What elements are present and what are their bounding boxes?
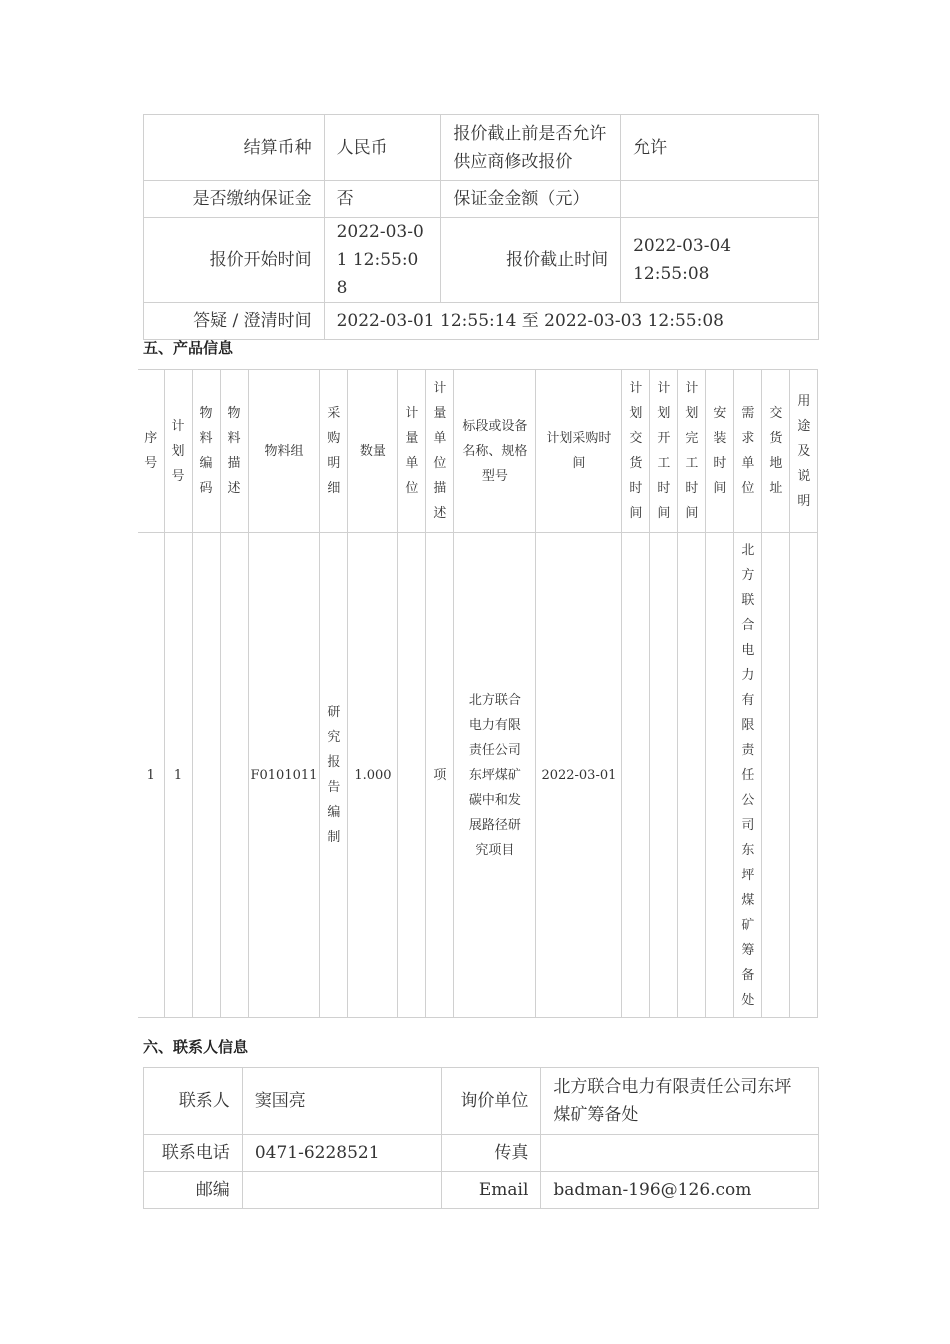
contact-value: 窦国亮 bbox=[242, 1068, 442, 1135]
product-table bbox=[138, 369, 818, 1018]
header-cell: 计划完工时间 bbox=[685, 381, 699, 521]
header-cell: 物料组 bbox=[248, 370, 320, 533]
row-cell: 北方联合电力有限责任公司东坪煤矿碳中和发展路径研究项目 bbox=[468, 692, 521, 858]
row-cell bbox=[220, 533, 248, 1018]
row-cell: F0101011 bbox=[248, 533, 320, 1018]
header-cell: 用途及说明 bbox=[797, 393, 811, 509]
fax-value bbox=[541, 1135, 819, 1172]
zip-label: 邮编 bbox=[144, 1172, 243, 1209]
header-cell: 需求单位 bbox=[741, 406, 755, 496]
header-cell: 计划交货时间 bbox=[629, 381, 643, 521]
deposit-value: 否 bbox=[324, 181, 441, 218]
contact-table bbox=[143, 1067, 819, 1209]
product-header-row bbox=[138, 370, 818, 533]
contact-section-title: 六、联系人信息 bbox=[143, 1038, 249, 1056]
row-cell: 研究报告编制 bbox=[327, 705, 341, 845]
row-cell bbox=[678, 533, 706, 1018]
email-value[interactable]: badman-196@126.com bbox=[541, 1172, 819, 1209]
deposit-amount-label: 保证金金额（元） bbox=[441, 181, 621, 218]
deposit-amount-value bbox=[621, 181, 819, 218]
contact-label: 联系人 bbox=[144, 1068, 243, 1135]
start-time-value: 2022-03-01 12:55:08 bbox=[324, 218, 441, 303]
header-cell: 采购明细 bbox=[327, 406, 341, 496]
header-cell: 计划开工时间 bbox=[657, 381, 671, 521]
row-cell bbox=[790, 533, 818, 1018]
row-cell: 2022-03-01 bbox=[536, 533, 622, 1018]
header-cell: 标段或设备名称、规格型号 bbox=[462, 418, 528, 484]
header-cell: 计划号 bbox=[171, 418, 185, 484]
header-cell: 序号 bbox=[144, 431, 158, 471]
end-time-value: 2022-03-04 12:55:08 bbox=[621, 218, 819, 303]
end-time-label: 报价截止时间 bbox=[441, 218, 621, 303]
table-row bbox=[138, 533, 818, 1018]
row-cell bbox=[192, 533, 220, 1018]
header-cell: 计划采购时间 bbox=[546, 431, 612, 471]
start-time-label: 报价开始时间 bbox=[144, 218, 325, 303]
header-cell: 安装时间 bbox=[713, 406, 727, 496]
row-cell: 北方联合电力有限责任公司东坪煤矿筹备处 bbox=[741, 542, 755, 1008]
modify-label: 报价截止前是否允许 供应商修改报价 bbox=[441, 115, 621, 181]
row-cell bbox=[650, 533, 678, 1018]
zip-value bbox=[242, 1172, 442, 1209]
row-cell bbox=[398, 533, 426, 1018]
currency-value: 人民币 bbox=[324, 115, 441, 181]
phone-value: 0471-6228521 bbox=[242, 1135, 442, 1172]
qa-time-value: 2022-03-01 12:55:14 至 2022-03-03 12:55:08 bbox=[324, 303, 818, 340]
header-cell: 物料编码 bbox=[199, 406, 213, 496]
header-cell: 计量单位描述 bbox=[433, 381, 447, 521]
unit-value: 北方联合电力有限责任公司东坪煤矿筹备处 bbox=[541, 1068, 819, 1135]
row-cell: 项 bbox=[426, 533, 454, 1018]
row-cell: 1 bbox=[138, 533, 164, 1018]
row-cell bbox=[762, 533, 790, 1018]
row-cell: 1.000 bbox=[348, 533, 398, 1018]
product-section-title: 五、产品信息 bbox=[143, 339, 234, 357]
modify-value: 允许 bbox=[621, 115, 819, 181]
row-cell bbox=[622, 533, 650, 1018]
phone-label: 联系电话 bbox=[144, 1135, 243, 1172]
header-cell: 物料描述 bbox=[227, 406, 241, 496]
header-cell: 计量单位 bbox=[405, 406, 419, 496]
email-label: Email bbox=[442, 1172, 541, 1209]
row-cell: 1 bbox=[164, 533, 192, 1018]
row-cell bbox=[706, 533, 734, 1018]
deposit-label: 是否缴纳保证金 bbox=[144, 181, 325, 218]
quote-info-table bbox=[143, 114, 819, 340]
fax-label: 传真 bbox=[442, 1135, 541, 1172]
unit-label: 询价单位 bbox=[442, 1068, 541, 1135]
qa-time-label: 答疑 / 澄清时间 bbox=[144, 303, 325, 340]
currency-label: 结算币种 bbox=[144, 115, 325, 181]
header-cell: 数量 bbox=[348, 370, 398, 533]
header-cell: 交货地址 bbox=[769, 406, 783, 496]
